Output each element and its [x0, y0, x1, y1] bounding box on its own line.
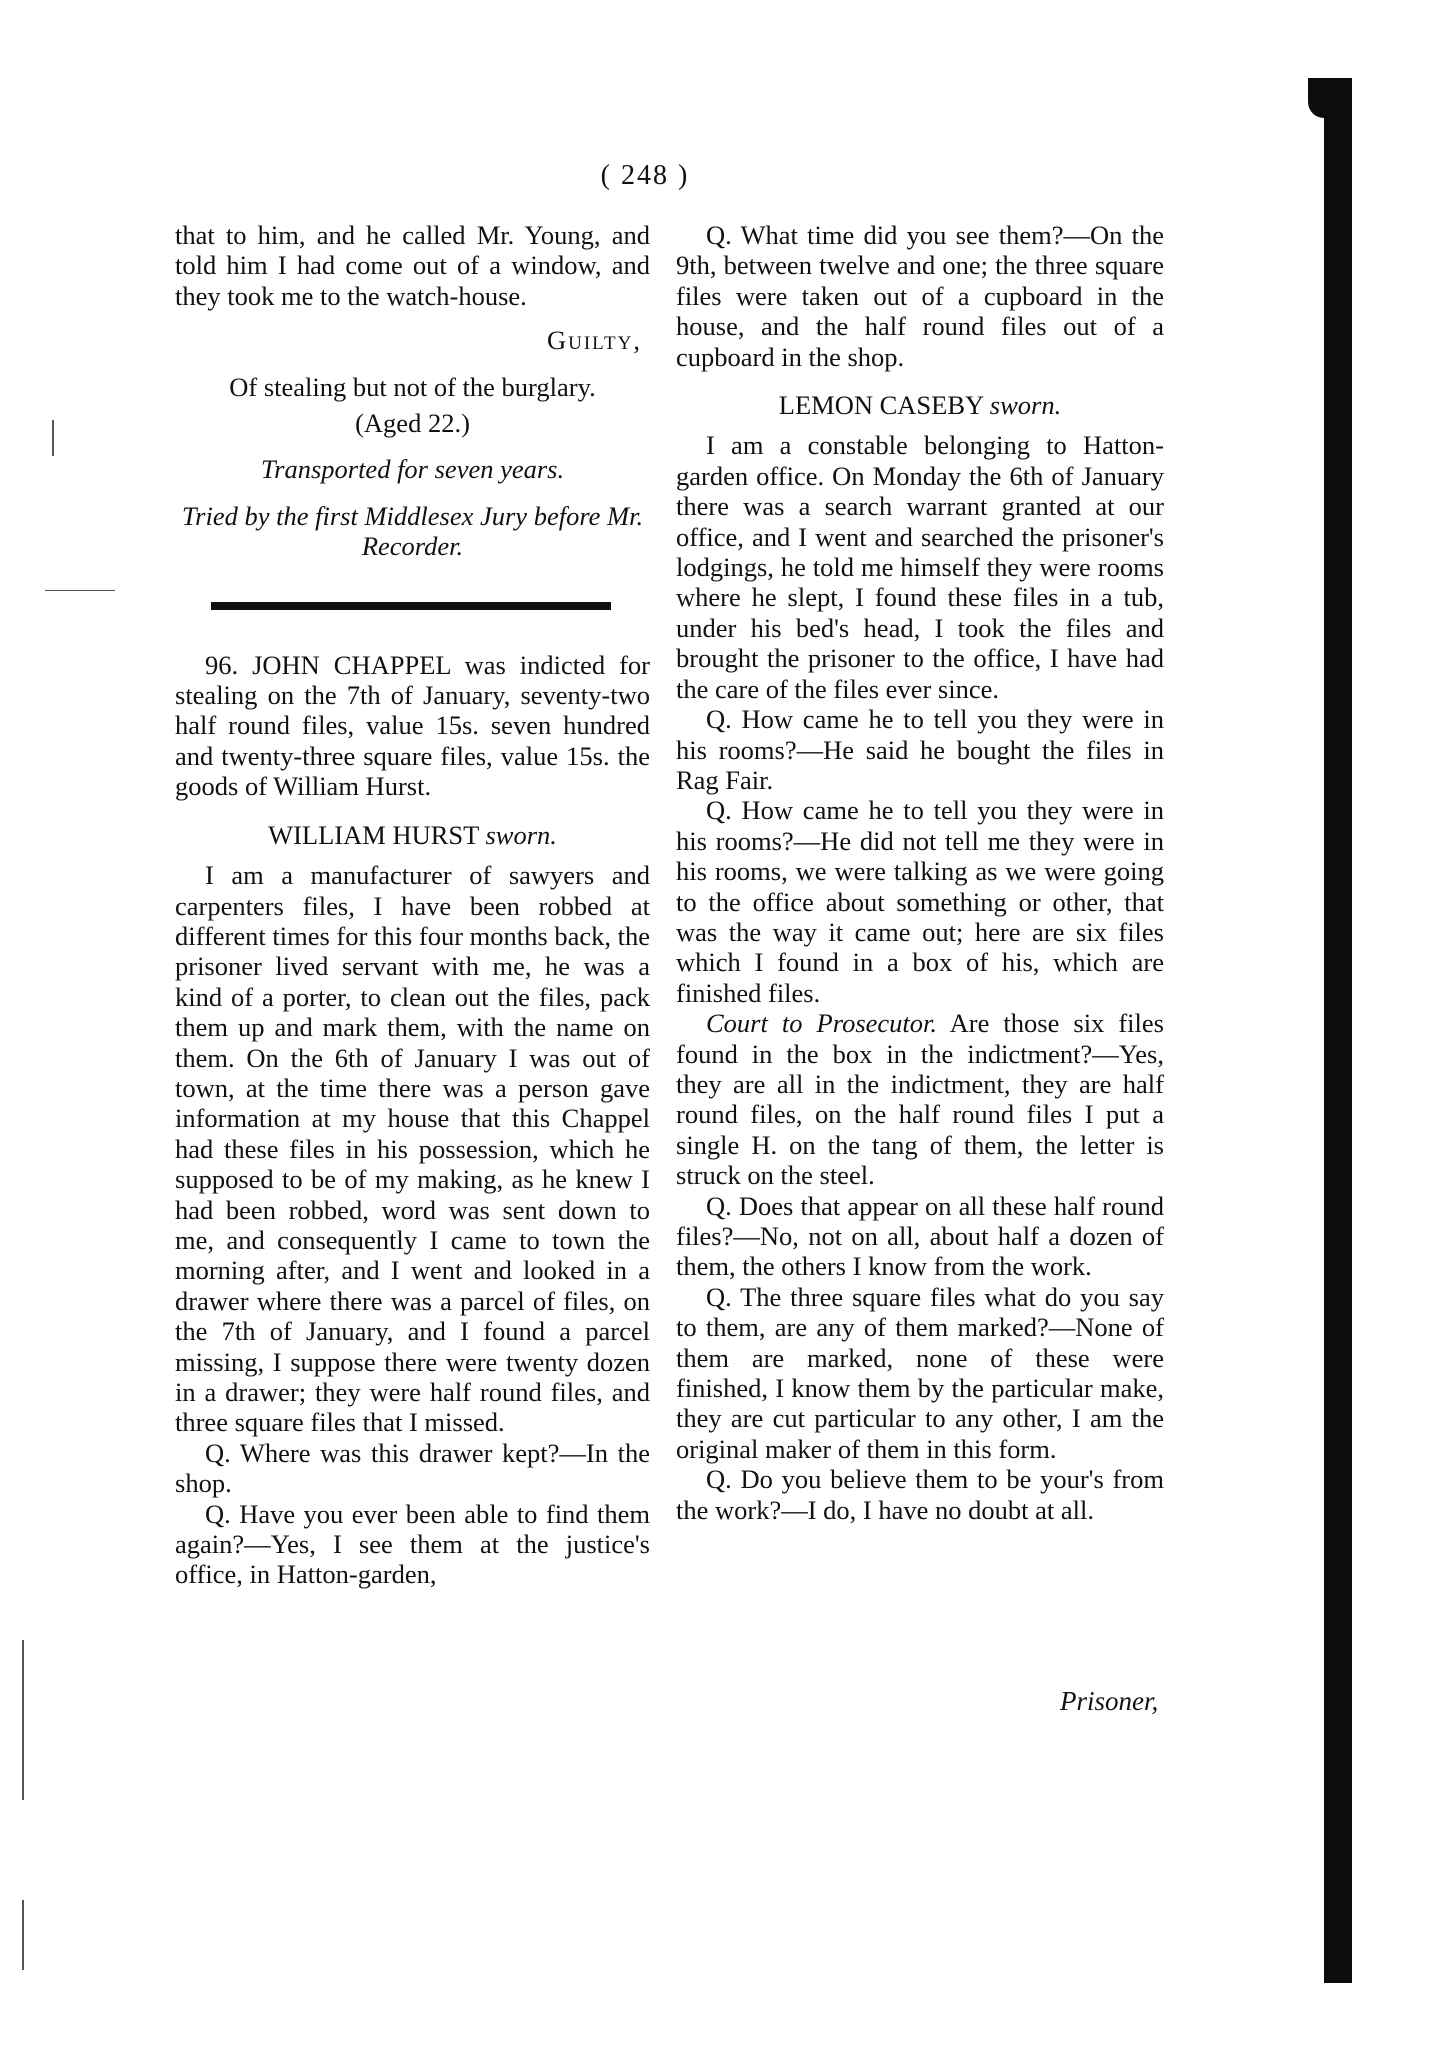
- sentence-line: Of stealing but not of the burglary.: [229, 371, 596, 402]
- witness-sworn: sworn.: [989, 390, 1062, 421]
- sentence-line: (Aged 22.): [355, 408, 470, 439]
- testimony-paragraph: I am a manufacturer of sawyers and carpenters files, I have been robbed at different times for this four months back, the prisoner lived servant with me, he was a kind of a porter, to clean out the files, pack them up and mark them, with the name on them. On the 6th of January I was out of town, at the time there was a person gave information at my house that this Chappel had these files in his possession, which he supposed to be of my making, as he knew I had been robbed, word was sent down to me, and consequently I came to town the morning after, and I went and looked in a drawer where there was a parcel of files, on the 7th of January, and I found a parcel missing, I suppose there were twenty dozen in a drawer; they were half round files, and three square files that I missed.: [175, 860, 650, 1438]
- witness-heading: [676, 390, 1164, 420]
- left-column: [175, 220, 650, 1590]
- paragraph: that to him, and he called Mr. Young, and told him I had come out of a window, and they took me to the watch-house.: [175, 220, 650, 311]
- question-paragraph: Q. Have you ever been able to find them again?—Yes, I see them at the justice's office, in Hatton-garden,: [175, 1498, 650, 1590]
- right-column: [676, 220, 1164, 1525]
- margin-mark: [22, 1640, 24, 1800]
- court-text: Are those six files found in the box in the indictment?—Yes, they are all in the indictment, they are half round files, on the half round files I put a single H. on the tang of them, the letter is struck on the steel.: [676, 1008, 1164, 1191]
- page-edge-shadow: [1324, 78, 1352, 1983]
- question-paragraph: Q. How came he to tell you they were in his rooms?—He said he bought the files in Rag Fair.: [676, 704, 1164, 795]
- witness-sworn: sworn.: [485, 819, 557, 850]
- sentence-line: Tried by the first Middlesex Jury before Mr. Recorder.: [181, 500, 644, 562]
- question-paragraph: Q. The three square files what do you say to them, are any of them marked?—None of them are marked, none of these were finished, I know them by the particular make, they are cut particular to any other, I am the original maker of them in this form.: [676, 1281, 1164, 1464]
- section-divider: [211, 602, 611, 610]
- court-label: Court to Prosecutor.: [706, 1008, 938, 1039]
- margin-mark: [45, 590, 115, 591]
- verdict: Guilty,: [547, 325, 642, 356]
- witness-name: WILLIAM HURST: [268, 819, 479, 850]
- margin-mark: [52, 420, 54, 456]
- testimony-paragraph: I am a constable belonging to Hatton-garden office. On Monday the 6th of January there was a search warrant granted at our office, and I went and searched the prisoner's lodgings, he told me himself they were rooms where he slept, I found these files in a tub, under his bed's head, I took the files and brought the prisoner to the office, I have had the care of the files ever since.: [676, 430, 1164, 704]
- catchword: Prisoner,: [1060, 1686, 1159, 1716]
- court-paragraph: [676, 1008, 1164, 1190]
- sentence-line: Transported for seven years.: [260, 454, 565, 485]
- question-paragraph: Q. Where was this drawer kept?—In the shop.: [175, 1437, 650, 1499]
- margin-mark: [22, 1900, 24, 1970]
- case-paragraph: 96. JOHN CHAPPEL was indicted for stealing on the 7th of January, seventy-two half round files, value 15s. seven hundred and twenty-three square files, value 15s. the goods of William Hurst.: [175, 649, 650, 802]
- page-edge-notch: [1308, 78, 1328, 118]
- question-paragraph: Q. Do you believe them to be your's from the work?—I do, I have no doubt at all.: [676, 1464, 1164, 1525]
- question-paragraph: Q. What time did you see them?—On the 9th, between twelve and one; the three square files were taken out of a cupboard in the house, and the half round files out of a cupboard in the shop.: [676, 220, 1164, 372]
- witness-heading: [175, 820, 650, 850]
- question-paragraph: Q. How came he to tell you they were in his rooms?—He did not tell me they were in his rooms, we were talking as we were going to the office about something or other, that was the way it came out; here are six files which I found in a box of his, which are finished files.: [676, 795, 1164, 1008]
- page-number: ( 248 ): [600, 160, 690, 191]
- witness-name: LEMON CASEBY: [778, 390, 984, 421]
- question-paragraph: Q. Does that appear on all these half round files?—No, not on all, about half a dozen of them, the others I know from the work.: [676, 1190, 1164, 1282]
